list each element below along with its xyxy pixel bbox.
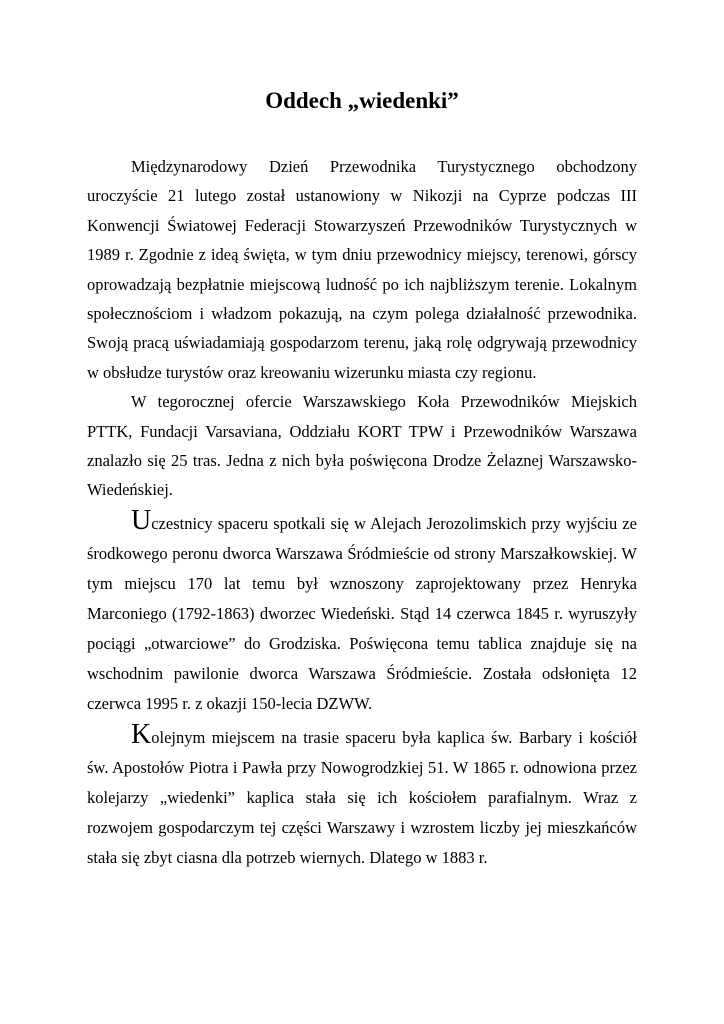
- paragraph-4-initial: K: [131, 718, 152, 750]
- paragraph-3-text: czestnicy spaceru spotkali się w Alejach Jerozolimskich przy wyjściu ze środkowego peronu dworca Warszawa Śródmieście od strony Marszałkowskiej. W tym miejscu 170 lat temu był wznoszony zaprojektowany przez Henryka Marconiego (1792-1863) dworzec Wiedeński. Stąd 14 czerwca 1845 r. wyruszyły pociągi „otwarciowe” do Grodziska. Poświęcona temu tablica znajduje się na wschodnim pawilonie dworca Warszawa Śródmieście. Została odsłonięta 12 czerwca 1995 r. z okazji 150-lecia DZWW.: [87, 513, 637, 713]
- paragraph-2-text: W tegorocznej ofercie Warszawskiego Koła Przewodników Miejskich PTTK, Fundacji Varsaviana, Oddziału KORT TPW i Przewodników Warszawa znalazło się 25 tras. Jedna z nich była poświęcona Drodze Żelaznej Warszawsko-Wiedeńskiej.: [87, 392, 637, 500]
- paragraph-4-text: olejnym miejscem na trasie spaceru była kaplica św. Barbary i kościół św. Apostołów Piotra i Pawła przy Nowogrodzkiej 51. W 1865 r. odnowiona przez kolejarzy „wiedenki” kaplica stała się ich kościołem parafialnym. Wraz z rozwojem gospodarczym tej części Warszawy i wzrostem liczby jej mieszkańców stała się zbyt ciasna dla potrzeb wiernych. Dlatego w 1883 r.: [87, 727, 637, 867]
- paragraph-3: [87, 504, 637, 719]
- paragraph-4: [87, 718, 637, 873]
- page-title: Oddech „wiedenki”: [265, 88, 459, 113]
- paragraph-1-text: Międzynarodowy Dzień Przewodnika Turystycznego obchodzony uroczyście 21 lutego został ustanowiony w Nikozji na Cyprze podczas III Konwencji Światowej Federacji Stowarzyszeń Przewodników Turystycznych w 1989 r. Zgodnie z ideą święta, w tym dniu przewodnicy miejscy, terenowi, górscy oprowadzają bezpłatnie miejscową ludność po ich najbliższym terenie. Lokalnym społecznościom i władzom pokazują, na czym polega działalność przewodnika. Swoją pracą uświadamiają gospodarzom terenu, jaką rolę odgrywają przewodnicy w obsłudze turystów oraz kreowaniu wizerunku miasta czy regionu.: [87, 157, 637, 382]
- paragraph-2: [87, 387, 637, 505]
- paragraph-1: [87, 152, 637, 387]
- paragraph-3-initial: U: [131, 504, 152, 536]
- article-body: [87, 152, 637, 873]
